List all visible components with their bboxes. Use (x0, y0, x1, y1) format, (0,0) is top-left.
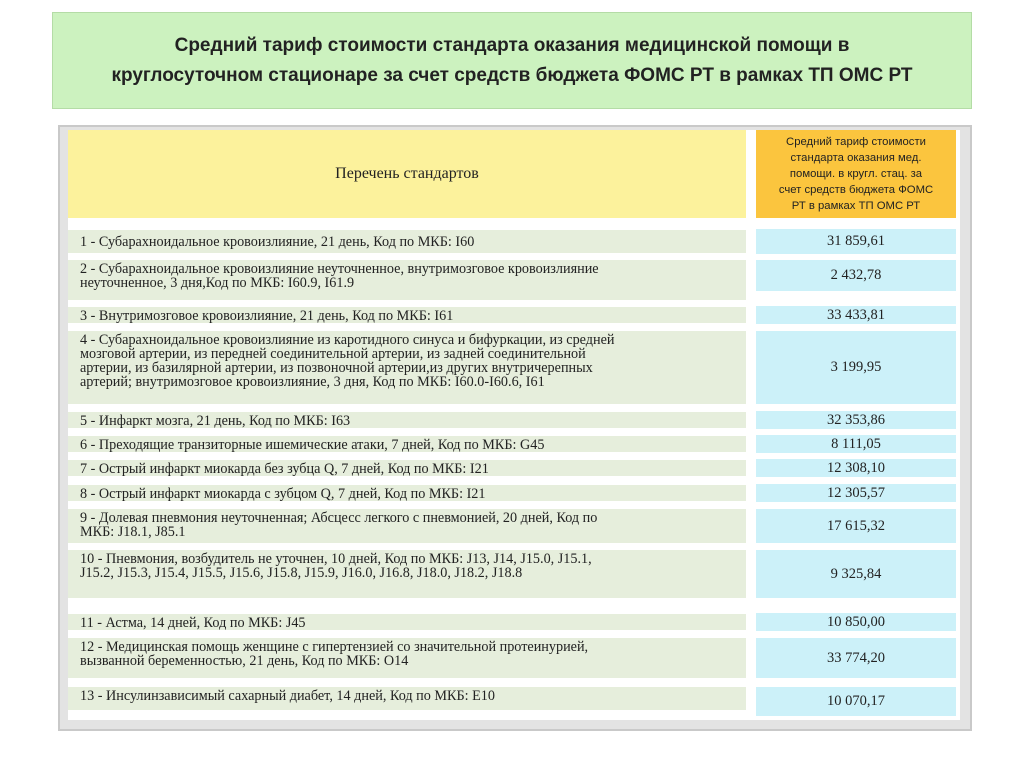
standard-description-text (80, 689, 495, 703)
standard-row-4-description (68, 331, 746, 404)
standard-description-line: 12 - Медицинская помощь женщине с гипертензией со значительной протеинурией, (80, 639, 589, 655)
standard-row-6-description (68, 436, 746, 452)
standard-row-3-description (68, 307, 746, 323)
tariff-value: 31 859,61 (827, 233, 885, 249)
standard-row-7-description (68, 460, 746, 476)
tariff-value: 10 850,00 (827, 613, 885, 630)
standard-description-line: МКБ: J18.1, J85.1 (80, 524, 186, 540)
standard-row-10-description (68, 550, 746, 598)
header-standards-list-label: Перечень стандартов (335, 165, 479, 182)
standard-description-line: вызванной беременностью, 21 день, Код по МКБ: O14 (80, 653, 409, 669)
header-tariff-line-3: помощи. в кругл. стац. за (789, 168, 923, 180)
tariff-value: 8 111,05 (831, 435, 881, 452)
standard-row-13-tariff (756, 687, 956, 716)
standard-description-line: мозговой артерии, из передней соединительной артерии, из задней соединительной (80, 346, 586, 362)
standard-description-line: 4 - Субарахноидальное кровоизлияние из каротидного синуса и бифуркации, из средней (80, 332, 615, 348)
standard-row-13-description (68, 687, 746, 710)
standard-row-2-description (68, 260, 746, 300)
standard-row-8-description (68, 485, 746, 501)
tariff-value: 17 615,32 (827, 517, 885, 534)
tariff-value: 9 325,84 (830, 565, 882, 582)
tariff-value: 33 774,20 (827, 649, 885, 666)
tariff-value: 10 070,17 (827, 693, 885, 709)
standard-description-line: 3 - Внутримозговое кровоизлияние, 21 день, Код по МКБ: I61 (80, 308, 454, 324)
tariff-value: 12 305,57 (827, 484, 885, 501)
standard-row-1-description (68, 230, 746, 253)
standard-description-text (80, 640, 588, 668)
standard-description-line: 10 - Пневмония, возбудитель не уточнен, 10 дней, Код по МКБ: J13, J14, J15.0, J15.1, (80, 551, 592, 567)
header-tariff-line-2: стандарта оказания мед. (790, 152, 922, 164)
standard-row-5-description (68, 412, 746, 428)
tariff-value: 2 432,78 (830, 267, 882, 283)
standard-description-text (80, 511, 597, 539)
standards-table (68, 130, 960, 720)
standard-row-2-tariff (756, 260, 956, 291)
standard-row-4-tariff (756, 331, 956, 404)
standard-row-5-tariff (756, 411, 956, 429)
title-banner (52, 12, 972, 109)
standard-description-line: 11 - Астма, 14 дней, Код по МКБ: J45 (80, 615, 306, 631)
header-tariff-line-4: счет средств бюджета ФОМС (778, 184, 934, 196)
header-standards-list (68, 130, 746, 218)
standard-row-12-description (68, 638, 746, 678)
standard-description-text (80, 235, 474, 249)
standard-description-text (80, 333, 614, 389)
standard-row-11-description (68, 614, 746, 630)
tariff-value: 33 433,81 (827, 306, 885, 323)
standard-row-6-tariff (756, 435, 956, 453)
tariff-value: 12 308,10 (827, 459, 885, 476)
standard-row-10-tariff (756, 550, 956, 598)
standard-row-1-tariff (756, 229, 956, 254)
standard-row-9-description (68, 509, 746, 543)
standard-description-text (80, 262, 599, 290)
standard-description-line: 2 - Субарахноидальное кровоизлияние неуточненное, внутримозговое кровоизлияние (80, 261, 599, 277)
standard-description-line: артерии, из базилярной артерии, из позвоночной артерии,из других внутричерепных (80, 360, 593, 376)
tariff-value: 32 353,86 (827, 411, 885, 428)
title-line-2: круглосуточном стационаре за счет средств бюджета ФОМС РТ в рамках ТП ОМС РТ (111, 64, 913, 86)
standard-description-text (80, 438, 544, 452)
standard-row-7-tariff (756, 459, 956, 477)
header-tariff-line-5: РТ в рамках ТП ОМС РТ (791, 200, 921, 212)
standard-description-text (80, 414, 350, 428)
standard-description-text (80, 462, 489, 476)
header-average-tariff (756, 130, 956, 218)
title-line-1: Средний тариф стоимости стандарта оказания медицинской помощи в (174, 34, 850, 56)
page-title (112, 31, 913, 91)
standard-description-line: J15.2, J15.3, J15.4, J15.5, J15.6, J15.8, J15.9, J16.0, J16.8, J18.0, J18.2, J18.8 (80, 565, 523, 581)
tariff-value: 3 199,95 (830, 359, 882, 375)
standards-table-frame (58, 125, 972, 731)
standard-description-line: 13 - Инсулинзависимый сахарный диабет, 14 дней, Код по МКБ: E10 (80, 688, 495, 704)
standard-description-text (80, 552, 592, 580)
standard-description-line: 9 - Долевая пневмония неуточненная; Абсцесс легкого с пневмонией, 20 дней, Код по (80, 510, 598, 526)
standard-row-12-tariff (756, 638, 956, 678)
standard-description-text (80, 309, 453, 323)
standard-description-line: артерий; внутримозговое кровоизлияние, 3 дня, Код по МКБ: I60.0-I60.6, I61 (80, 374, 545, 390)
standard-description-line: 7 - Острый инфаркт миокарда без зубца Q, 7 дней, Код по МКБ: I21 (80, 461, 489, 477)
standard-row-3-tariff (756, 306, 956, 324)
header-average-tariff-label (779, 134, 933, 214)
standard-row-9-tariff (756, 509, 956, 543)
standard-description-line: 8 - Острый инфаркт миокарда с зубцом Q, 7 дней, Код по МКБ: I21 (80, 486, 486, 502)
standard-description-line: неуточненное, 3 дня,Код по МКБ: I60.9, I61.9 (80, 275, 355, 291)
standard-row-8-tariff (756, 484, 956, 502)
standard-description-line: 5 - Инфаркт мозга, 21 день, Код по МКБ: I63 (80, 413, 351, 429)
standard-row-11-tariff (756, 613, 956, 631)
header-tariff-line-1: Средний тариф стоимости (786, 136, 926, 148)
standard-description-line: 6 - Преходящие транзиторные ишемические атаки, 7 дней, Код по МКБ: G45 (80, 437, 545, 453)
standard-description-text (80, 616, 306, 630)
standard-description-text (80, 487, 485, 501)
standard-description-line: 1 - Субарахноидальное кровоизлияние, 21 день, Код по МКБ: I60 (80, 233, 475, 250)
